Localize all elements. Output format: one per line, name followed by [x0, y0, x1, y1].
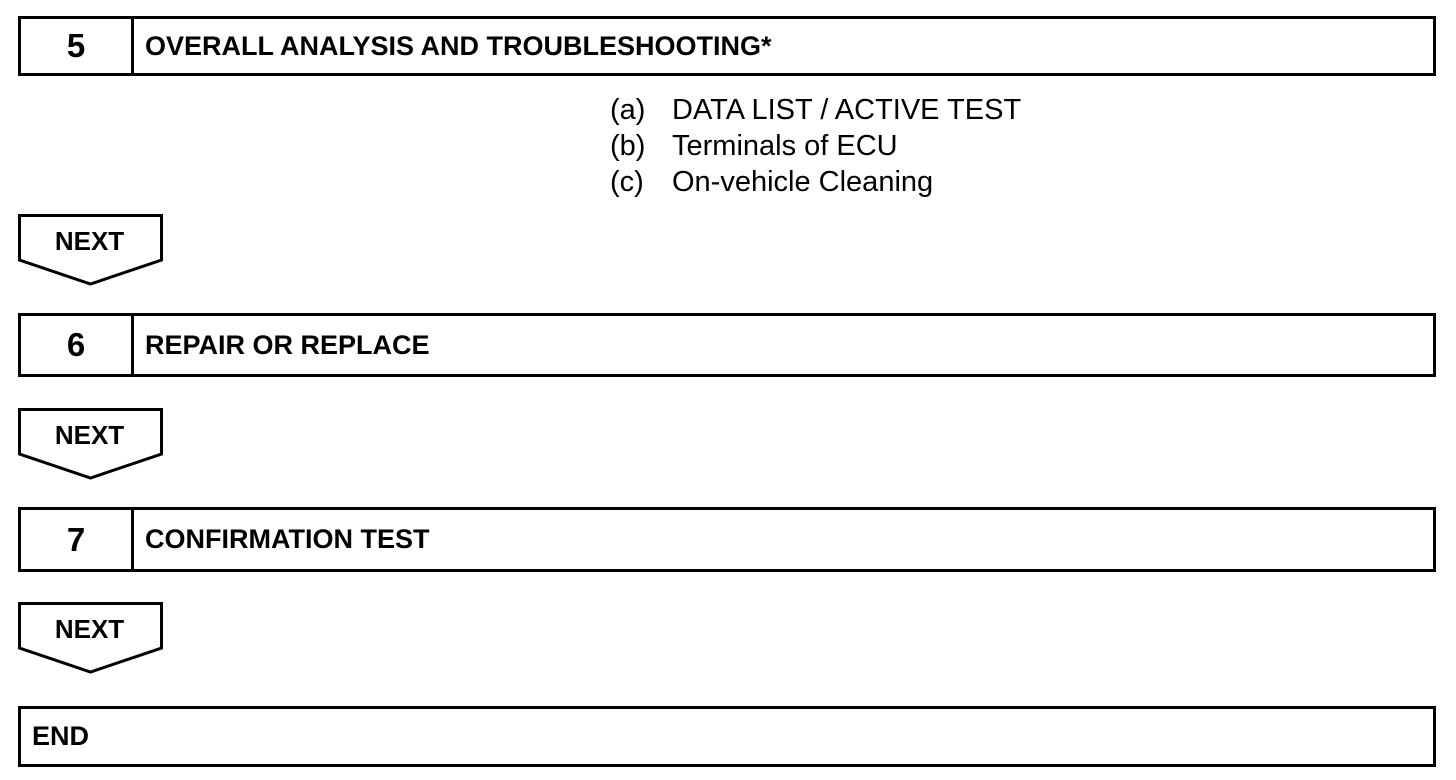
next-arrow	[18, 214, 163, 286]
step-7-box	[18, 507, 1436, 572]
list-item-text: Terminals of ECU	[672, 130, 898, 162]
list-item	[610, 164, 1021, 200]
list-item-text: DATA LIST / ACTIVE TEST	[672, 94, 1022, 126]
list-item-marker: (c)	[610, 166, 644, 198]
next-arrow	[18, 408, 163, 480]
next-label: NEXT	[54, 226, 125, 256]
step-6-box	[18, 313, 1436, 377]
end-box	[18, 706, 1436, 767]
step-title: OVERALL ANALYSIS AND TROUBLESHOOTING*	[145, 30, 772, 61]
step-number: 7	[21, 510, 134, 569]
next-label: NEXT	[54, 420, 125, 450]
step-number: 6	[21, 316, 134, 374]
list-item	[610, 92, 1021, 128]
list-item-marker: (a)	[610, 94, 646, 126]
list-item-marker: (b)	[610, 130, 646, 162]
next-arrow	[18, 602, 163, 674]
step-number: 5	[21, 19, 134, 73]
list-item	[610, 128, 1021, 164]
next-label: NEXT	[54, 614, 125, 644]
end-label: END	[32, 721, 90, 751]
step-title: REPAIR OR REPLACE	[145, 329, 430, 360]
step-title: CONFIRMATION TEST	[145, 524, 430, 554]
step-5-subitem-list	[610, 92, 1021, 200]
list-item-text: On-vehicle Cleaning	[672, 166, 934, 198]
step-5-box	[18, 16, 1436, 76]
